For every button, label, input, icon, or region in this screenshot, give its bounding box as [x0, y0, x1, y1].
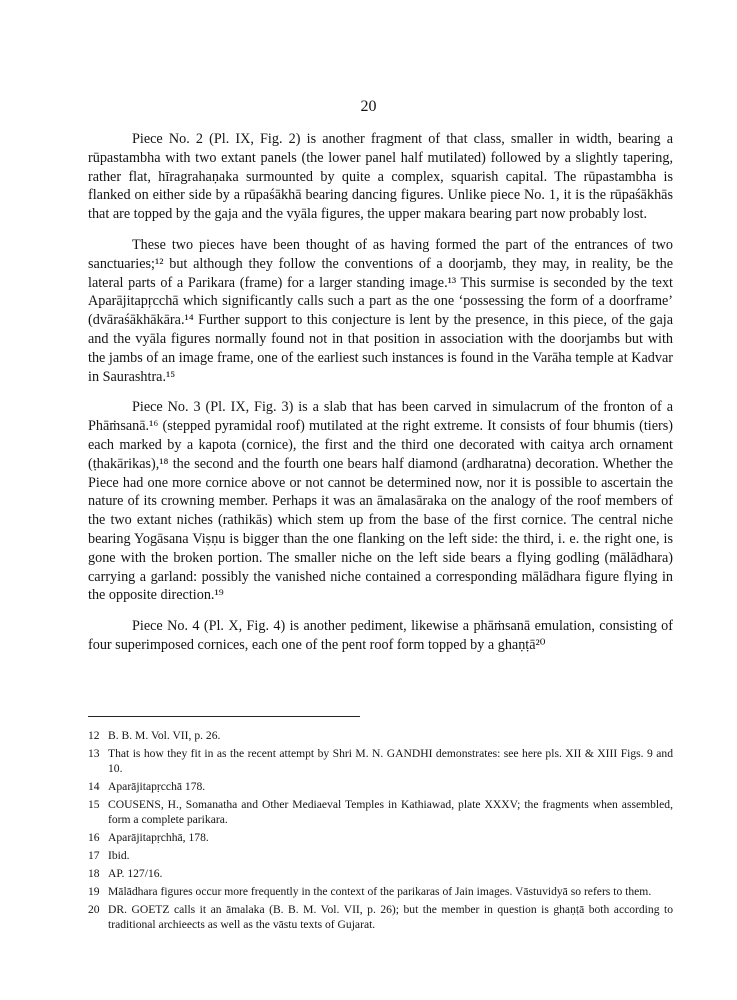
- footnote-text: Aparājitapṛchhā, 178.: [108, 831, 209, 844]
- footnote-19: [88, 884, 673, 899]
- footnote-16: [88, 830, 673, 845]
- footnote-number: 14: [88, 780, 100, 793]
- footnote-text: That is how they fit in as the recent attempt by Shri M. N. GANDHI demonstrates: see here pls. XII & XIII Figs. 9 and 10.: [108, 747, 673, 775]
- footnote-14: [88, 779, 673, 794]
- footnote-number: 13: [88, 747, 100, 760]
- footnote-text: DR. GOETZ calls it an āmalaka (B. B. M. Vol. VII, p. 26); but the member in question is ghaṇṭā both according to traditional archieects as well as the vāstu texts of Gujarat.: [108, 903, 673, 931]
- paragraph-piece-3: Piece No. 3 (Pl. IX, Fig. 3) is a slab that has been carved in simulacrum of the fronton of a Phāṁsanā.¹⁶ (stepped pyramidal roof) mutilated at the right extreme. It consists of four bhumis (tiers) each marked by a kapota (cornice), the first and the third one decorated with caitya arch ornament (ṭhakārikas),¹⁸ the second and the fourth one bears half diamond (ardharatna) decoration. Whether the Piece had one more cornice above or not cannot be determined now, nor it is possible to ascertain the nature of its crowning member. Perhaps it was an āmalasāraka on the analogy of the roof members of the two extant niches (rathikās) which stem up from the base of the first cornice. The central niche bearing Yogāsana Viṣṇu is bigger than the one flanking on the left side: the third, i. e. the right one, is gone with the broken portion. The smaller niche on the left side bears a flying godling (mālādhara) carrying a garland: possibly the vanished niche contained a corresponding mālādhara figure flying in the opposite direction.¹⁹: [88, 399, 673, 604]
- footnote-number: 20: [88, 903, 100, 916]
- footnote-number: 19: [88, 885, 100, 898]
- footnote-number: 18: [88, 867, 100, 880]
- footnote-15: [88, 797, 673, 827]
- footnote-20: [88, 902, 673, 932]
- footnote-text: COUSENS, H., Somanatha and Other Mediaeval Temples in Kathiawad, plate XXXV; the fragments when assembled, form a complete parikara.: [108, 798, 673, 826]
- footnote-number: 12: [88, 729, 100, 742]
- footnote-18: [88, 866, 673, 881]
- footnote-number: 17: [88, 849, 100, 862]
- paragraph-piece-2: Piece No. 2 (Pl. IX, Fig. 2) is another fragment of that class, smaller in width, bearing a rūpastambha with two extant panels (the lower panel half mutilated) followed by a slightly tapering, rather flat, hīragrahaṇaka surmounted by quite a complex, squarish capital. The rūpastambha is flanked on either side by a rūpaśākhā bearing dancing figures. Unlike piece No. 1, it is the rūpaśākhās that are topped by the gaja and the vyāla figures, the upper makara bearing part now probably lost.: [88, 131, 673, 223]
- footnote-number: 16: [88, 831, 100, 844]
- paragraph-sanctuaries: These two pieces have been thought of as having formed the part of the entrances of two sanctuaries;¹² but although they follow the conventions of a doorjamb, they may, in reality, be the lateral parts of a Parikara (frame) for a larger standing image.¹³ This surmise is seconded by the text Aparājitapṛcchā which significantly calls such a part as the one ‘possessing the form of a doorframe’ (dvāraśākhākāra.¹⁴ Further support to this conjecture is lent by the presence, in this piece, of the gaja and the vyāla figures normally found not in that position in association with the doorjambs but with the jambs of an image frame, one of the earliest such instances is found in the Varāha temple at Kadvar in Saurashtra.¹⁵: [88, 236, 673, 385]
- footnote-text: Ibid.: [108, 849, 130, 862]
- footnote-12: [88, 728, 673, 743]
- paragraph-piece-4: Piece No. 4 (Pl. X, Fig. 4) is another pediment, likewise a phāṁsanā emulation, consisting of four superimposed cornices, each one of the pent roof form topped by a ghaṇṭā²⁰: [88, 618, 673, 653]
- footnote-text: Aparājitapṛcchā 178.: [108, 780, 206, 793]
- footnote-text: AP. 127/16.: [108, 867, 163, 880]
- footnote-13: [88, 746, 673, 776]
- body-text: [88, 130, 673, 667]
- footnotes: [88, 728, 673, 935]
- footnote-number: 15: [88, 798, 100, 811]
- footnote-text: Mālādhara figures occur more frequently in the context of the parikaras of Jain images. Vāstuvidyā so refers to them.: [108, 885, 652, 898]
- footnote-divider: [88, 716, 360, 717]
- footnote-17: [88, 848, 673, 863]
- footnote-text: B. B. M. Vol. VII, p. 26.: [108, 729, 221, 742]
- page-number: 20: [360, 98, 377, 115]
